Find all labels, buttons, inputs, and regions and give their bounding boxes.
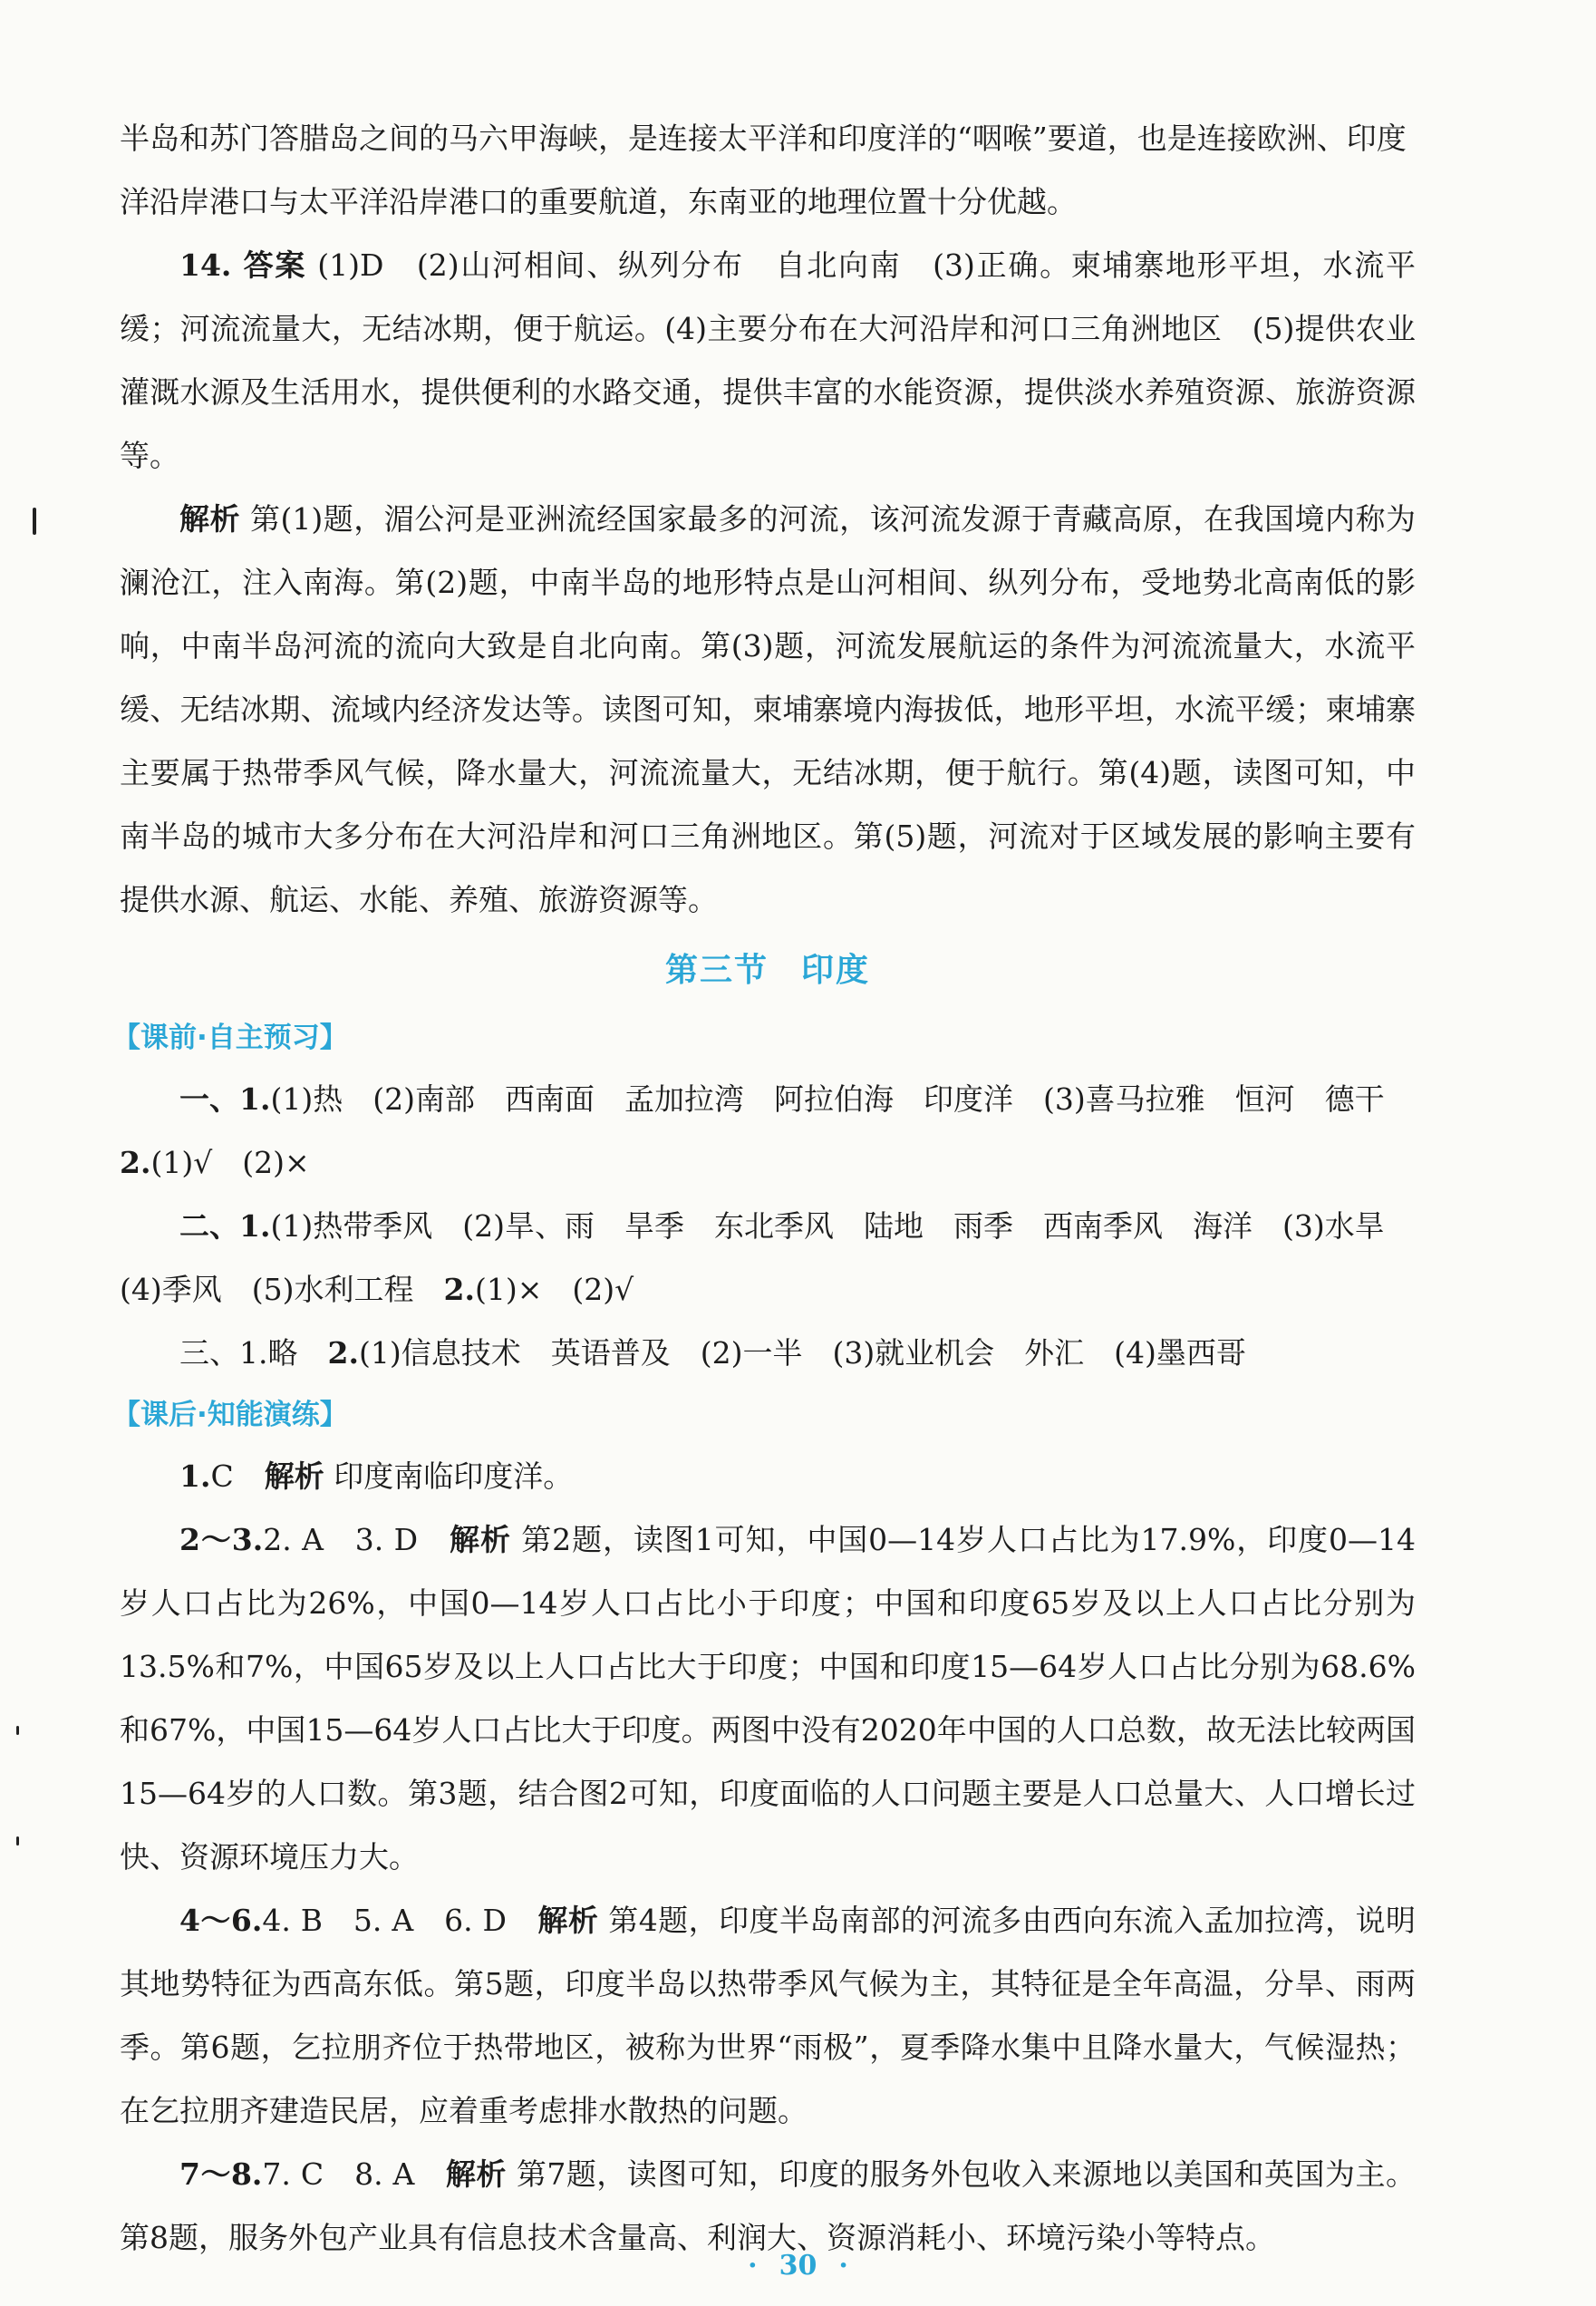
item-text: (1)信息技术 英语普及 (2)一半 (3)就业机会 外汇 (4)墨西哥 [358, 1335, 1246, 1371]
item-text: (4)季风 (5)水利工程 [120, 1272, 444, 1307]
section-number: 第三节 [664, 951, 769, 989]
margin-mark [16, 1836, 19, 1846]
q14-answer-text: (1)D (2)山河相间、纵列分布 自北向南 (3)正确。柬埔寨地形平坦，水流平缓；河流流量大，无结冰期，便于航运。(4)主要分布在大河沿岸和河口三角洲地区 (5)提供农业灌溉水源及生活用水，提供便利的水路交通，提供丰富的水能资源，提供淡水养殖资源、旅游资源等。 [120, 247, 1416, 473]
document-body [112, 107, 1417, 2270]
item-analysis: 第2题，读图1可知，中国0—14岁人口占比为17.9%，印度0—14岁人口占比为26%，中国0—14岁人口占比小于印度；中国和印度65岁及以上人口占比分别为13.5%和7%，中国65岁及以上人口占比大于印度；中国和印度15—64岁人口占比分别为68.6%和67%，中国15—64岁人口占比大于印度。两图中没有2020年中国的人口总数，故无法比较两国15—64岁的人口数。第3题，结合图2可知，印度面临的人口问题主要是人口总量大、人口增长过快、资源环境压力大。 [120, 1522, 1416, 1875]
analysis-label: 解析 [537, 1903, 599, 1938]
q14-answer [120, 234, 1416, 488]
margin-mark [33, 508, 36, 535]
item-answer: 7. C 8. A [262, 2156, 415, 2192]
item-text: (1)热 (2)南部 西南面 孟加拉湾 阿拉伯海 印度洋 (3)喜马拉雅 恒河 德干 [270, 1081, 1385, 1117]
q14-analysis [120, 488, 1416, 932]
item-answer: 4. B 5. A 6. D [262, 1903, 507, 1938]
item-text: (1)√ (2)× [150, 1145, 310, 1180]
q14-analysis-text: 第(1)题，湄公河是亚洲流经国家最多的河流，该河流发源于青藏高原，在我国境内称为澜沧江，注入南海。第(2)题，中南半岛的地形特点是山河相间、纵列分布，受地势北高南低的影响，中南半岛河流的流向大致是自北向南。第(3)题，河流发展航运的条件为河流流量大，水流平缓、无结冰期、流域内经济发达等。读图可知，柬埔寨境内海拔低，地形平坦，水流平缓；柬埔寨主要属于热带季风气候，降水量大，河流流量大，无结冰期，便于航行。第(4)题，读图可知，中南半岛的城市大多分布在大河沿岸和河口三角洲地区。第(5)题，河流对于区域发展的影响主要有提供水源、航运、水能、养殖、旅游资源等。 [120, 501, 1416, 917]
dot: · [838, 2250, 848, 2282]
item-label: 2. [120, 1145, 151, 1180]
analysis-label: 解析 [445, 2156, 507, 2192]
practice-item [120, 1889, 1416, 2143]
item-answer: C [210, 1458, 234, 1494]
item-label: 二、1. [179, 1208, 271, 1244]
practice-heading: 【课后·知能演练】 [112, 1399, 348, 1431]
item-analysis: 第7题，读图可知，印度的服务外包收入来源地以美国和英国为主。第8题，服务外包产业具有信息技术含量高、利润大、资源消耗小、环境污染小等特点。 [120, 2156, 1417, 2255]
intro-line: 半岛和苏门答腊岛之间的马六甲海峡，是连接太平洋和印度洋的“咽喉”要道，也是连接欧洲、印度 [120, 121, 1407, 156]
item-label: 1. [179, 1458, 211, 1494]
item-label: 三、1. [179, 1335, 268, 1371]
preview-line [120, 1068, 1416, 1131]
q14-label: 14. 答案 [179, 247, 307, 283]
preview-heading: 【课前·自主预习】 [112, 1022, 348, 1054]
margin-mark [16, 1726, 19, 1735]
item-label: 4～6. [179, 1903, 263, 1938]
item-analysis: 印度南临印度洋。 [334, 1458, 574, 1494]
preview-line [120, 1258, 1416, 1322]
item-text: (1)热带季风 (2)旱、雨 旱季 东北季风 陆地 雨季 西南季风 海洋 (3)水旱 [270, 1208, 1385, 1244]
item-label: 2～3. [179, 1522, 264, 1557]
page-number-value: 30 [779, 2250, 817, 2282]
item-answer: 2. A 3. D [263, 1522, 419, 1557]
analysis-label: 解析 [449, 1522, 511, 1557]
analysis-label: 解析 [179, 501, 240, 537]
item-label: 7～8. [179, 2156, 263, 2192]
preview-line [120, 1322, 1416, 1385]
preview-line [120, 1195, 1416, 1258]
dot: · [748, 2250, 758, 2282]
item-text: (1)× (2)√ [474, 1272, 634, 1307]
item-label: 2. [327, 1335, 359, 1371]
item-analysis: 第4题，印度半岛南部的河流多由西向东流入孟加拉湾，说明其地势特征为西高东低。第5题，印度半岛以热带季风气候为主，其特征是全年高温，分旱、雨两季。第6题，乞拉朋齐位于热带地区，被称为世界“雨极”，夏季降水集中且降水量大，气候湿热；在乞拉朋齐建造民居，应着重考虑排水散热的问题。 [120, 1903, 1417, 2128]
section-title [120, 935, 1416, 1004]
preview-line [120, 1131, 1416, 1195]
item-label: 2. [443, 1272, 475, 1307]
section-name: 印度 [801, 951, 871, 989]
intro-line: 洋沿岸港口与太平洋沿岸港口的重要航道，东南亚的地理位置十分优越。 [120, 184, 1077, 219]
page-number [0, 2250, 1596, 2282]
item-text: 略 [267, 1335, 328, 1371]
item-label: 一、1. [179, 1081, 271, 1117]
practice-item [120, 1508, 1416, 1889]
practice-item [120, 1445, 1416, 1508]
analysis-label: 解析 [264, 1458, 324, 1494]
